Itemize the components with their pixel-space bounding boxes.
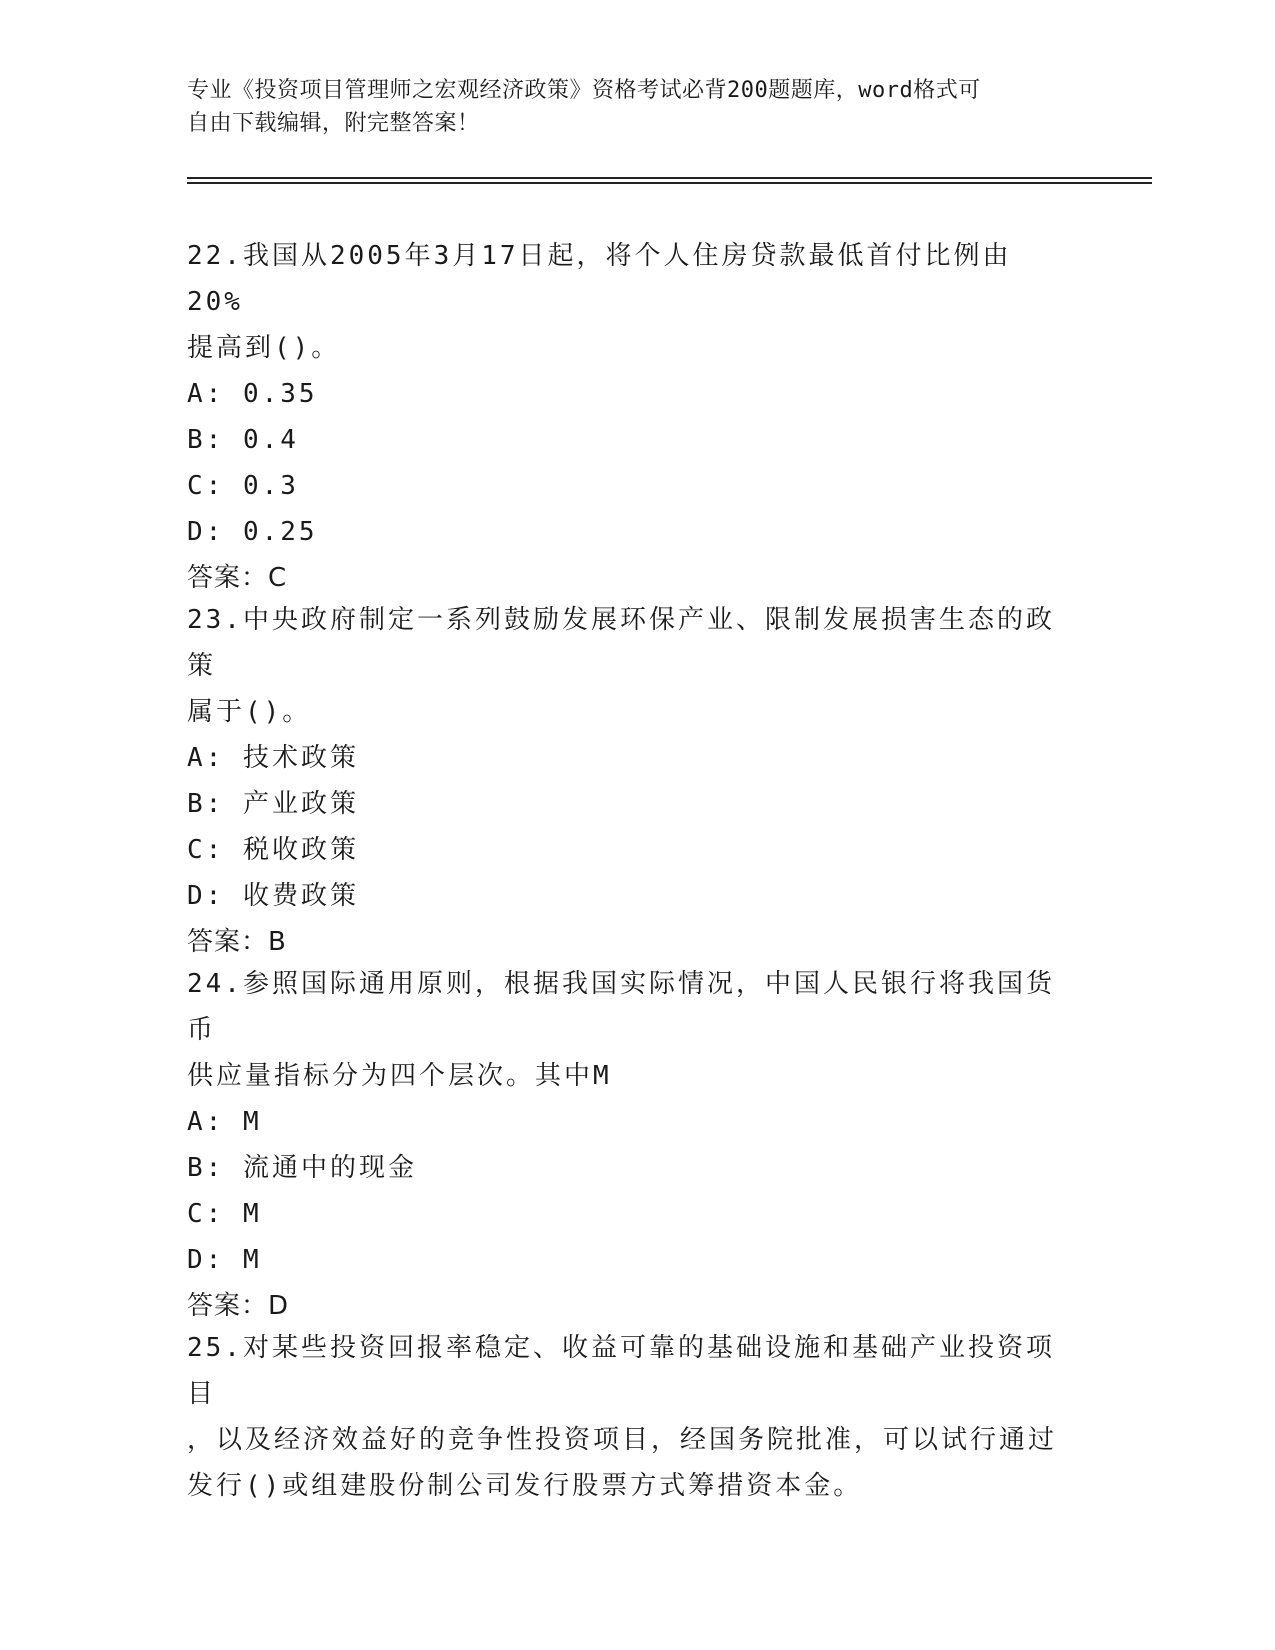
option-a: A: 0.35 (187, 379, 318, 409)
answer-line: 答案：B (187, 927, 287, 957)
question-text-line: ，以及经济效益好的竞争性投资项目，经国务院批准，可以试行通过 (187, 1425, 1058, 1455)
option-d: D: 收费政策 (187, 881, 359, 911)
question-text-line: 22.我国从2005年3月17日起，将个人住房贷款最低首付比例由20% (187, 241, 1012, 317)
answer-line: 答案：D (187, 1291, 290, 1321)
option-b: B: 0.4 (187, 425, 299, 455)
question-22 (187, 233, 1067, 601)
question-text-line: 发行()或组建股份制公司发行股票方式筹措资本金。 (187, 1471, 863, 1501)
question-text-line: 供应量指标分为四个层次。其中M (187, 1061, 612, 1091)
header-divider-top (187, 177, 1152, 179)
option-d: D: 0.25 (187, 517, 318, 547)
question-text-line: 提高到()。 (187, 333, 341, 363)
question-25 (187, 1325, 1067, 1509)
option-b: B: 流通中的现金 (187, 1153, 417, 1183)
question-23 (187, 597, 1067, 965)
header-line-2: 自由下载编辑，附完整答案！ (187, 111, 480, 136)
document-header (187, 74, 1067, 140)
option-b: B: 产业政策 (187, 789, 359, 819)
question-text-line: 24.参照国际通用原则，根据我国实际情况，中国人民银行将我国货币 (187, 969, 1055, 1045)
option-c: C: 0.3 (187, 471, 299, 501)
header-divider-bottom (187, 182, 1152, 184)
header-line-1: 专业《投资项目管理师之宏观经济政策》资格考试必背200题题库，word格式可 (187, 78, 981, 103)
question-text-line: 25.对某些投资回报率稳定、收益可靠的基础设施和基础产业投资项目 (187, 1333, 1055, 1409)
question-text-line: 23.中央政府制定一系列鼓励发展环保产业、限制发展损害生态的政策 (187, 605, 1055, 681)
answer-line: 答案：C (187, 563, 288, 593)
option-c: C: 税收政策 (187, 835, 359, 865)
option-c: C: M (187, 1199, 262, 1229)
question-24 (187, 961, 1067, 1329)
option-d: D: M (187, 1245, 262, 1275)
option-a: A: M (187, 1107, 262, 1137)
question-text-line: 属于()。 (187, 697, 312, 727)
option-a: A: 技术政策 (187, 743, 359, 773)
